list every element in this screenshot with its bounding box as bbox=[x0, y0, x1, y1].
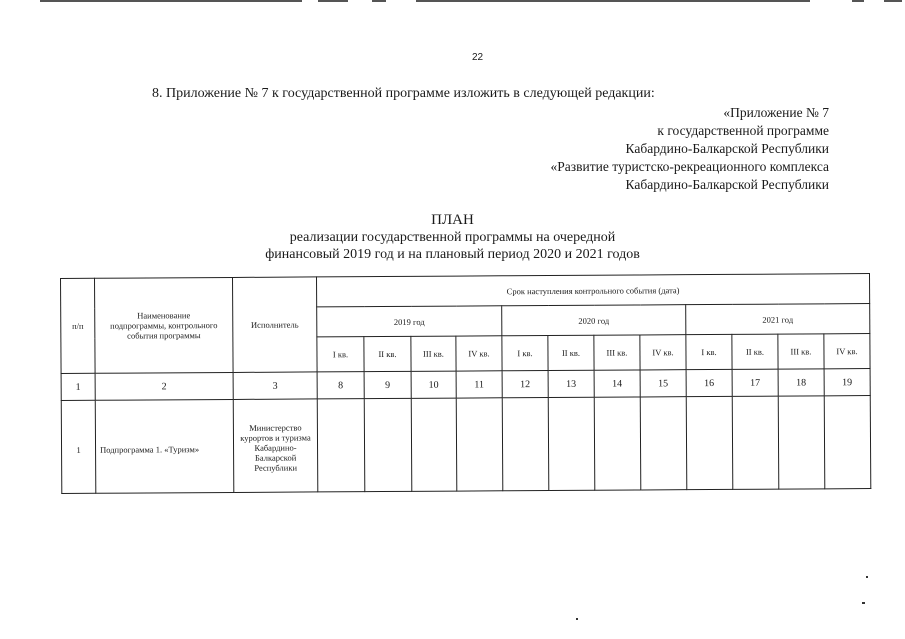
date-cell bbox=[364, 398, 412, 491]
plan-title: ПЛАН bbox=[431, 212, 474, 228]
column-number: 9 bbox=[364, 371, 411, 398]
header-deadline: Срок наступления контрольного события (дата) bbox=[316, 274, 869, 307]
plan-subtitle-line: финансовый 2019 год и на плановый период 2020 и 2021 годов bbox=[265, 247, 640, 262]
scan-speck bbox=[862, 602, 865, 604]
subprogram-name: Подпрограмма 1. «Туризм» bbox=[95, 399, 234, 493]
column-number: 13 bbox=[548, 370, 594, 397]
date-cell bbox=[411, 398, 457, 491]
column-number: 2 bbox=[95, 372, 233, 400]
plan-table bbox=[60, 273, 871, 494]
column-number: 18 bbox=[778, 369, 824, 396]
date-cell bbox=[456, 398, 503, 491]
header-quarter: I кв. bbox=[502, 336, 548, 371]
header-name: Наименование подпрограммы, контрольного события программы bbox=[95, 277, 234, 373]
header-year: 2019 год bbox=[317, 306, 502, 337]
annex-line: «Приложение № 7 bbox=[723, 105, 829, 120]
instruction-text: 8. Приложение № 7 к государственной программе изложить в следующей редакции: bbox=[152, 86, 655, 101]
annex-line: «Развитие туристско-рекреационного комплекса bbox=[550, 159, 829, 174]
scan-artifact-line bbox=[884, 0, 902, 2]
header-quarter: III кв. bbox=[594, 335, 640, 370]
date-cell bbox=[548, 397, 595, 490]
header-quarter: I кв. bbox=[686, 334, 732, 369]
date-cell bbox=[686, 396, 733, 489]
date-cell bbox=[640, 397, 687, 490]
scan-artifact-line bbox=[372, 0, 386, 2]
header-quarter: II кв. bbox=[732, 334, 778, 369]
column-number: 19 bbox=[824, 369, 870, 396]
row-number: 1 bbox=[61, 400, 96, 493]
page-number: 22 bbox=[472, 52, 484, 63]
annex-header bbox=[551, 104, 829, 194]
header-year: 2021 год bbox=[686, 304, 870, 335]
plan-heading bbox=[0, 212, 905, 263]
header-num: п/п bbox=[61, 278, 96, 373]
scan-speck bbox=[576, 618, 578, 620]
scan-artifact-line bbox=[318, 0, 348, 2]
column-number: 17 bbox=[732, 369, 778, 396]
column-number: 16 bbox=[686, 369, 732, 396]
date-cell bbox=[778, 396, 825, 489]
column-number: 10 bbox=[411, 371, 456, 398]
scan-artifact-line bbox=[416, 0, 810, 2]
column-number: 15 bbox=[640, 370, 686, 397]
plan-subtitle-line: реализации государственной программы на очередной bbox=[289, 230, 616, 245]
scan-artifact-line bbox=[40, 0, 302, 2]
date-cell bbox=[502, 398, 549, 491]
annex-line: к государственной программе bbox=[657, 123, 829, 138]
column-number: 14 bbox=[594, 370, 640, 397]
header-quarter: IV кв. bbox=[640, 335, 686, 370]
column-number: 1 bbox=[61, 373, 95, 400]
column-number: 11 bbox=[456, 371, 502, 398]
header-year: 2020 год bbox=[502, 305, 686, 336]
scan-artifact-line bbox=[852, 0, 864, 2]
annex-line: Кабардино-Балкарской Республики bbox=[625, 177, 829, 192]
scan-speck bbox=[866, 576, 868, 578]
date-cell bbox=[594, 397, 641, 490]
header-quarter: IV кв. bbox=[456, 336, 502, 371]
header-quarter: III кв. bbox=[778, 334, 824, 369]
header-quarter: II кв. bbox=[364, 336, 411, 371]
header-quarter: IV кв. bbox=[824, 334, 870, 369]
header-quarter: III кв. bbox=[411, 336, 456, 371]
column-number: 8 bbox=[317, 372, 364, 399]
header-quarter: I кв. bbox=[317, 337, 364, 372]
column-number: 12 bbox=[502, 371, 548, 398]
header-quarter: II кв. bbox=[548, 335, 594, 370]
header-executor: Исполнитель bbox=[232, 277, 317, 373]
executor-name: Министерство курортов и туризма Кабардино-Балкарской Республики bbox=[233, 399, 318, 493]
annex-line: Кабардино-Балкарской Республики bbox=[625, 141, 829, 156]
table-row bbox=[61, 396, 871, 494]
date-cell bbox=[824, 396, 871, 489]
date-cell bbox=[317, 399, 365, 492]
date-cell bbox=[732, 396, 779, 489]
column-number: 3 bbox=[233, 372, 317, 400]
